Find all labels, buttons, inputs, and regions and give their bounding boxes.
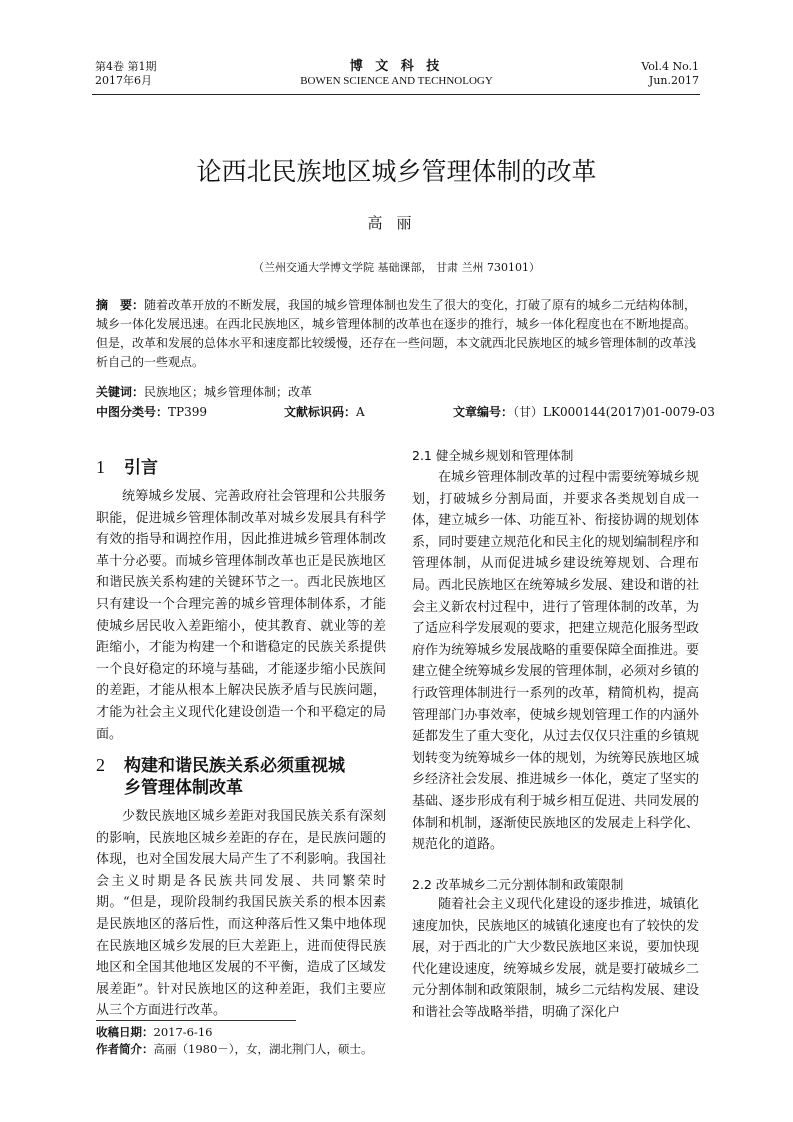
clc-label: 中图分类号：: [96, 405, 169, 419]
volume-issue: 第4卷 第1期: [95, 60, 157, 73]
section-1-heading: [96, 456, 158, 479]
received-date: [96, 1024, 213, 1040]
keywords-text: 民族地区；城乡管理体制；改革: [144, 385, 313, 399]
received-value: 2017-6-16: [153, 1025, 213, 1039]
paper-title: 论西北民族地区城乡管理体制的改革: [196, 157, 597, 186]
paragraph: 统筹城乡发展、完善政府社会管理和公共服务职能，促进城乡管理体制改革对城乡发展具有科学有效的指导和调控作用，因此推进城乡管理体制改革十分必要。而城乡管理体制改革也正是民族地区和谐民族关系构建的关键环节之一。西北民族地区只有建设一个合理完善的城乡管理体制体系，才能使城乡居民收入差距缩小，使其教育、就业等的差距缩小，才能为构建一个和谐稳定的民族关系提供一个良好稳定的环境与基础，才能逐步缩小民族间的差距，才能从根本上解决民族矛盾与民族问题，才能为社会主义现代化建设创造一个和平稳定的局面。: [96, 489, 386, 742]
art-value: （甘）LK000144(2017)01-0079-03: [513, 405, 715, 419]
document-code: [284, 403, 365, 422]
doc-label: 文献标识码：: [284, 405, 357, 419]
footnote-rule: [96, 1020, 296, 1021]
subsection-2-1-heading: 2.1 健全城乡规划和管理体制: [412, 448, 574, 463]
author-affiliation: （兰州交通大学博文学院 基础课部， 甘肃 兰州 730101）: [253, 261, 540, 274]
received-label: 收稿日期：: [96, 1025, 154, 1039]
keywords: [96, 383, 698, 402]
bio-label: 作者简介：: [96, 1042, 154, 1056]
section-title: 引言: [124, 458, 158, 478]
abstract-text: 随着改革开放的不断发展，我国的城乡管理体制也发生了很大的变化，打破了原有的城乡二元结构体制，城乡一体化发展迅速。在西北民族地区，城乡管理体制的改革也在逐步的推行，城乡一体化程度也在不断地提高。但是，改革和发展的总体水平和速度都比较缓慢，还存在一些问题，本文就西北民族地区的城乡管理体制的改革浅析自己的一些观点。: [96, 298, 697, 369]
running-header-right: [641, 60, 699, 88]
clc-value: TP399: [168, 405, 207, 419]
doc-value: A: [356, 405, 365, 419]
section-number: 1: [96, 457, 105, 477]
section-title-line1: 构建和谐民族关系必须重视城: [124, 756, 345, 776]
header-rule: [92, 94, 700, 95]
bio-value: 高丽（1980－），女，湖北荆门人，硕士。: [153, 1042, 373, 1056]
section-2-body: [96, 806, 386, 1022]
author-bio: [96, 1041, 373, 1057]
section-title-line2: 乡管理体制改革: [124, 778, 243, 798]
subsection-2-1-body: [412, 467, 699, 856]
abstract-label: 摘 要：: [96, 298, 145, 312]
subsection-2-2-body: [412, 894, 699, 1024]
abstract: [96, 296, 698, 372]
publication-date-en: Jun.2017: [648, 74, 699, 87]
publication-date: 2017年6月: [95, 74, 152, 87]
journal-name-en: BOWEN SCIENCE AND TECHNOLOGY: [300, 75, 493, 87]
section-number: 2: [96, 755, 105, 775]
section-2-heading: [96, 754, 345, 799]
art-label: 文章编号：: [453, 405, 514, 419]
journal-name-cn: 博 文 科 技: [349, 59, 444, 74]
clc-number: [96, 403, 207, 422]
author-name: 高丽: [367, 214, 426, 232]
subsection-2-2-heading: 2.2 改革城乡二元分割体制和政策限制: [412, 877, 624, 892]
volume-issue-en: Vol.4 No.1: [641, 60, 699, 73]
paragraph: 少数民族地区城乡差距对我国民族关系有深刻的影响，民族地区城乡差距的存在，是民族问题的体现，也对全国发展大局产生了不利影响。我国社会主义时期是各民族共同发展、共同繁荣时期。“但是，现阶段制约我国民族关系的根本因素是民族地区的落后性，而这种落后性又集中地体现在民族地区城乡发展的巨大差距上，进而使得民族地区和全国其他地区发展的不平衡，造成了区域发展差距”。针对民族地区的这种差距，我们主要应从三个方面进行改革。: [96, 809, 386, 1019]
article-number: [453, 403, 715, 422]
paragraph: 在城乡管理体制改革的过程中需要统筹城乡规划，打破城乡分割局面，并要求各类规划自成一体，建立城乡一体、功能互补、衔接协调的规划体系，同时要建立规范化和民主化的规划编制程序和管理体制，从而促进城乡建设统筹规划、合理布局。西北民族地区在统筹城乡发展、建设和谐的社会主义新农村过程中，进行了管理体制的改革，为了适应科学发展观的要求，把建立规范化服务型政府作为统筹城乡发展战略的重要保障全面推进。要建立健全统筹城乡发展的管理体制，必须对乡镇的行政管理体制进行一系列的改革，精简机构，提高管理部门办事效率，使城乡规划管理工作的内涵外延都发生了重大变化，从过去仅仅只注重的乡镇规划转变为统筹城乡一体的规划，为统筹民族地区城乡经济社会发展、推进城乡一体化，奠定了坚实的基础、逐步形成有利于城乡相互促进、共同发展的体制和机制，逐渐使民族地区的发展走上科学化、规范化的道路。: [412, 470, 699, 853]
keywords-label: 关键词：: [96, 385, 145, 399]
paragraph: 随着社会主义现代化建设的逐步推进，城镇化速度加快，民族地区的城镇化速度也有了较快的发展，对于西北的广大少数民族地区来说，要加快现代化建设速度，统筹城乡发展，就是要打破城乡二元分割体制和政策限制，城乡二元结构发展、建设和谐社会等战略举措，明确了深化户: [412, 897, 699, 1020]
section-1-body: [96, 486, 386, 745]
